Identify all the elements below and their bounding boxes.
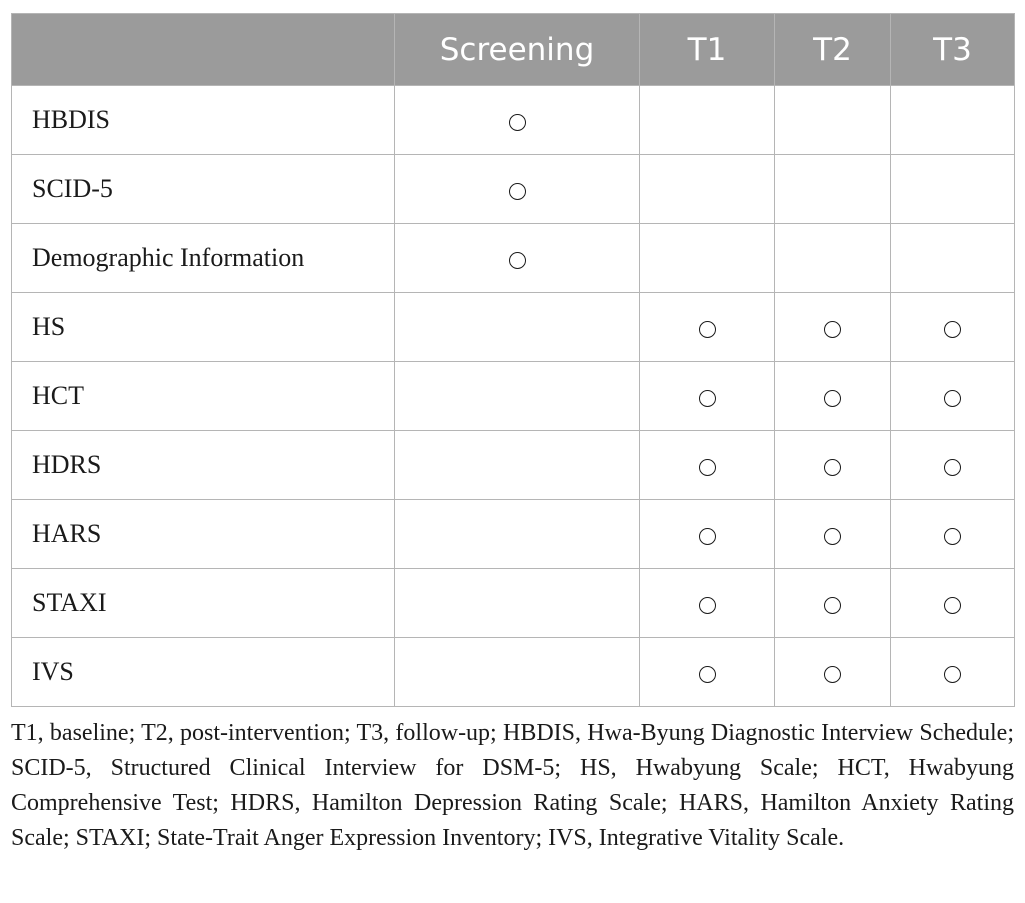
circle-icon xyxy=(699,390,716,407)
table-row xyxy=(12,86,1015,155)
cell-t3 xyxy=(891,500,1015,569)
cell-screening xyxy=(395,500,640,569)
table-row xyxy=(12,362,1015,431)
cell-t3 xyxy=(891,638,1015,707)
circle-icon xyxy=(699,459,716,476)
circle-icon xyxy=(509,114,526,131)
row-label: HCT xyxy=(12,362,395,431)
cell-t3 xyxy=(891,293,1015,362)
cell-t3 xyxy=(891,362,1015,431)
cell-screening xyxy=(395,293,640,362)
circle-icon xyxy=(509,183,526,200)
table-row xyxy=(12,155,1015,224)
circle-icon xyxy=(824,666,841,683)
cell-t3 xyxy=(891,431,1015,500)
row-label: IVS xyxy=(12,638,395,707)
table-row xyxy=(12,431,1015,500)
cell-t1 xyxy=(640,500,775,569)
cell-t2 xyxy=(775,638,891,707)
table-row xyxy=(12,293,1015,362)
cell-t2 xyxy=(775,86,891,155)
row-label: HS xyxy=(12,293,395,362)
row-label: SCID-5 xyxy=(12,155,395,224)
cell-t1 xyxy=(640,362,775,431)
assessment-schedule-table xyxy=(11,13,1015,707)
cell-t3 xyxy=(891,569,1015,638)
row-label: Demographic Information xyxy=(12,224,395,293)
cell-screening xyxy=(395,224,640,293)
cell-t3 xyxy=(891,224,1015,293)
circle-icon xyxy=(944,597,961,614)
header-blank-cell xyxy=(12,14,395,86)
circle-icon xyxy=(824,459,841,476)
cell-t2 xyxy=(775,362,891,431)
circle-icon xyxy=(944,459,961,476)
cell-t1 xyxy=(640,224,775,293)
cell-t2 xyxy=(775,224,891,293)
cell-screening xyxy=(395,155,640,224)
table-footnote: T1, baseline; T2, post-intervention; T3, follow-up; HBDIS, Hwa-Byung Diagnostic Interview Schedule; SCID-5, Structured Clinical Interview for DSM-5; HS, Hwabyung Scale; HCT, Hwabyung Comprehensive Test; HDRS, Hamilton Depression Rating Scale; HARS, Hamilton Anxiety Rating Scale; STAXI; State-Trait Anger Expression Inventory; IVS, Integrative Vitality Scale. xyxy=(11,720,1014,851)
row-label: HBDIS xyxy=(12,86,395,155)
row-label: STAXI xyxy=(12,569,395,638)
row-label: HARS xyxy=(12,500,395,569)
circle-icon xyxy=(509,252,526,269)
cell-t2 xyxy=(775,293,891,362)
cell-t1 xyxy=(640,569,775,638)
cell-t2 xyxy=(775,500,891,569)
cell-t3 xyxy=(891,86,1015,155)
row-label: HDRS xyxy=(12,431,395,500)
circle-icon xyxy=(699,597,716,614)
circle-icon xyxy=(824,390,841,407)
cell-t1 xyxy=(640,155,775,224)
cell-screening xyxy=(395,569,640,638)
cell-t2 xyxy=(775,431,891,500)
header-row xyxy=(12,14,1015,86)
cell-screening xyxy=(395,86,640,155)
circle-icon xyxy=(699,528,716,545)
cell-t1 xyxy=(640,431,775,500)
header-t3: T3 xyxy=(891,14,1015,86)
table-row xyxy=(12,638,1015,707)
cell-t2 xyxy=(775,155,891,224)
cell-t1 xyxy=(640,293,775,362)
header-t2: T2 xyxy=(775,14,891,86)
table-row xyxy=(12,569,1015,638)
table-row xyxy=(12,500,1015,569)
cell-screening xyxy=(395,362,640,431)
circle-icon xyxy=(824,528,841,545)
circle-icon xyxy=(824,321,841,338)
table-header xyxy=(12,14,1015,86)
circle-icon xyxy=(824,597,841,614)
assessment-schedule-table-wrapper xyxy=(11,13,1014,707)
circle-icon xyxy=(944,666,961,683)
circle-icon xyxy=(699,321,716,338)
circle-icon xyxy=(944,528,961,545)
cell-screening xyxy=(395,638,640,707)
header-screening: Screening xyxy=(395,14,640,86)
header-t1: T1 xyxy=(640,14,775,86)
cell-t1 xyxy=(640,86,775,155)
table-body xyxy=(12,86,1015,707)
circle-icon xyxy=(944,390,961,407)
cell-t1 xyxy=(640,638,775,707)
cell-t3 xyxy=(891,155,1015,224)
cell-screening xyxy=(395,431,640,500)
circle-icon xyxy=(944,321,961,338)
cell-t2 xyxy=(775,569,891,638)
circle-icon xyxy=(699,666,716,683)
table-row xyxy=(12,224,1015,293)
